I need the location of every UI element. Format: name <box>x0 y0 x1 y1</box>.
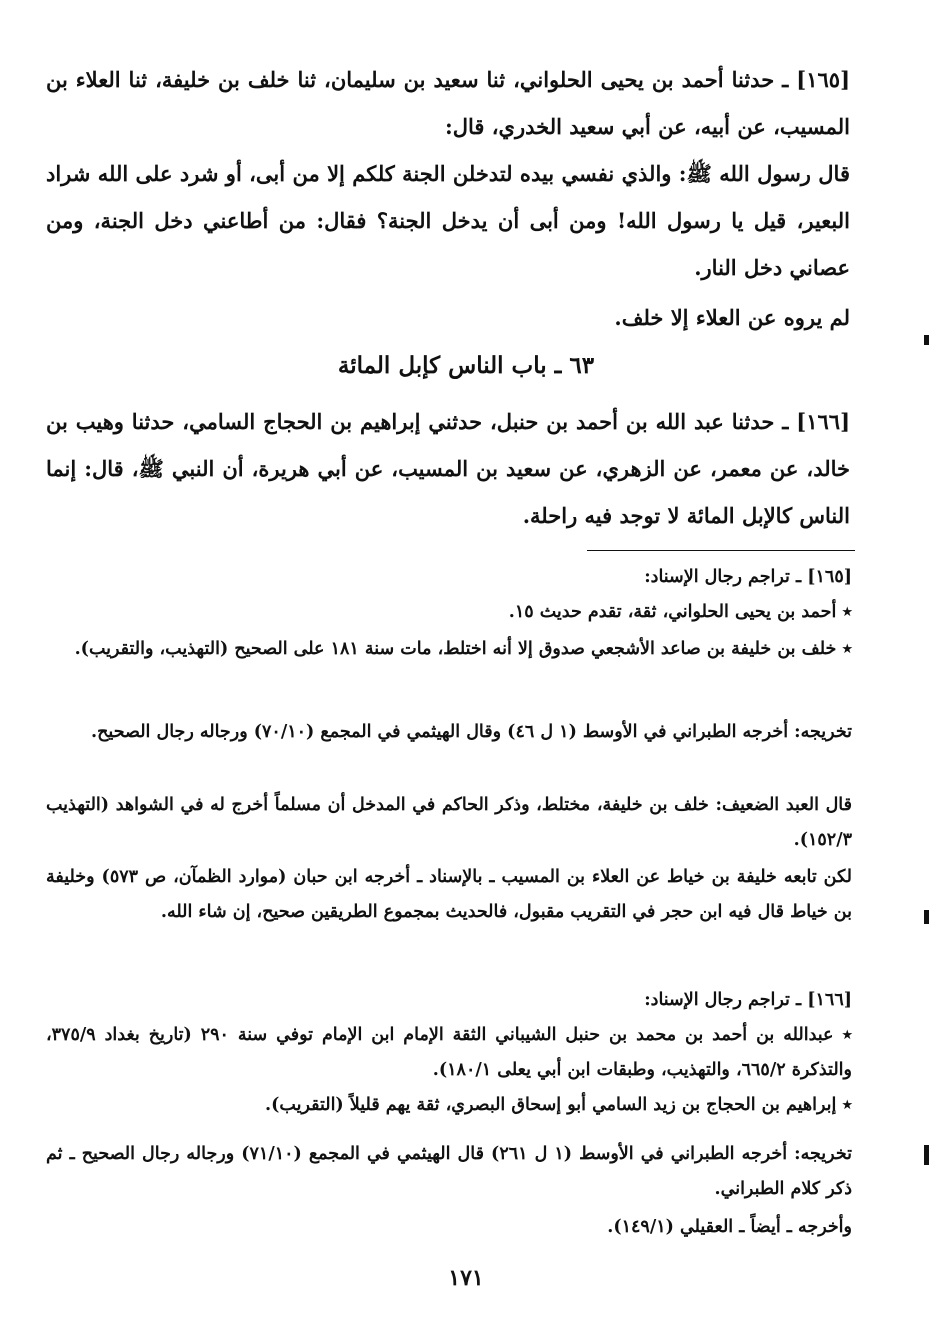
footnote-165-bullet-1: ٭ أحمد بن يحيى الحلواني، ثقة، تقدم حديث ١٥. <box>508 602 852 622</box>
footnote-166-heading: [١٦٦] ـ تراجم رجال الإسناد: <box>644 990 852 1010</box>
bullet-icon: ٭ <box>842 602 852 622</box>
hadith-165-note: لم يروه عن العلاء إلا خلف. <box>614 305 850 330</box>
footnote-166-bullet-2: ٭ إبراهيم بن الحجاج بن زيد السامي أبو إسحاق البصري، ثقة يهم قليلاً (التقريب). <box>265 1095 852 1115</box>
scan-edge-mark <box>924 910 929 924</box>
footnote-166-takhrij: تخريجه: أخرجه الطبراني في الأوسط (١ ل ٢٦١) قال الهيثمي في المجمع (٧١/١٠) ورجاله رجال الصحيح ـ ثم ذكر كلام الطبراني. <box>46 1144 853 1199</box>
footnote-165-bullet-2: ٭ خلف بن خليفة بن صاعد الأشجعي صدوق إلا أنه اختلط، مات سنة ١٨١ على الصحيح (التهذيب، والتقريب). <box>74 639 852 659</box>
scan-edge-mark <box>924 335 929 345</box>
hadith-166-text: [١٦٦] ـ حدثنا عبد الله بن أحمد بن حنبل، حدثني إبراهيم بن الحجاج السامي، حدثنا وهيب بن خالد، عن معمر، عن الزهري، عن سعيد بن المسيب، عن أبي هريرة، أن النبي ﷺ، قال: إنما الناس كالإبل المائة لا توجد فيه راحلة. <box>46 409 850 528</box>
bullet-icon: ٭ <box>842 639 852 659</box>
chapter-title: ٦٣ ـ باب الناس كإبل المائة <box>337 352 595 379</box>
bullet-icon: ٭ <box>842 1025 852 1045</box>
bullet-icon: ٭ <box>842 1095 852 1115</box>
footnote-165-heading: [١٦٥] ـ تراجم رجال الإسناد: <box>644 567 852 587</box>
footnote-166-bullet-1: ٭ عبدالله بن أحمد بن محمد بن حنبل الشيباني الثقة الإمام ابن الإمام توفي سنة ٢٩٠ (تاريخ بغداد ٣٧٥/٩، والتذكرة ٦٦٥/٢، والتهذيب، وطبقات ابن أبي يعلى ١٨٠/١). <box>46 1025 852 1080</box>
page-number: ١٧١ <box>448 1265 484 1291</box>
footnote-166-also: وأخرجه ـ أيضاً ـ العقيلي (١٤٩/١). <box>607 1217 852 1237</box>
footnote-165-takhrij: تخريجه: أخرجه الطبراني في الأوسط (١ ل ٤٦) وقال الهيثمي في المجمع (٧٠/١٠) ورجاله رجال الصحيح. <box>91 722 852 742</box>
scan-edge-mark <box>924 1145 929 1165</box>
footnote-165-comment-1: قال العبد الضعيف: خلف بن خليفة، مختلط، وذكر الحاكم في المدخل أن مسلماً أخرج له في الشواهد (التهذيب ١٥٢/٣). <box>46 795 852 850</box>
hadith-165-isnad: [١٦٥] ـ حدثنا أحمد بن يحيى الحلواني، ثنا سعيد بن سليمان، ثنا خلف بن خليفة، ثنا العلاء بن المسيب، عن أبيه، عن أبي سعيد الخدري، قال: <box>46 67 850 139</box>
footnote-165-comment-2: لكن تابعه خليفة بن خياط عن العلاء بن المسيب ـ بالإسناد ـ أخرجه ابن حبان (موارد الظمآن، ص ٥٧٣) وخليفة بن خياط قال فيه ابن حجر في التقريب مقبول، فالحديث بمجموع الطريقين صحيح، إن شاء الله. <box>46 867 852 922</box>
footnote-divider <box>587 550 855 551</box>
hadith-165-matn: قال رسول الله ﷺ: والذي نفسي بيده لتدخلن الجنة كلكم إلا من أبى، أو شرد على الله شراد البعير، قيل يا رسول الله! ومن أبى أن يدخل الجنة؟ فقال: من أطاعني دخل الجنة، ومن عصاني دخل النار. <box>46 161 850 280</box>
